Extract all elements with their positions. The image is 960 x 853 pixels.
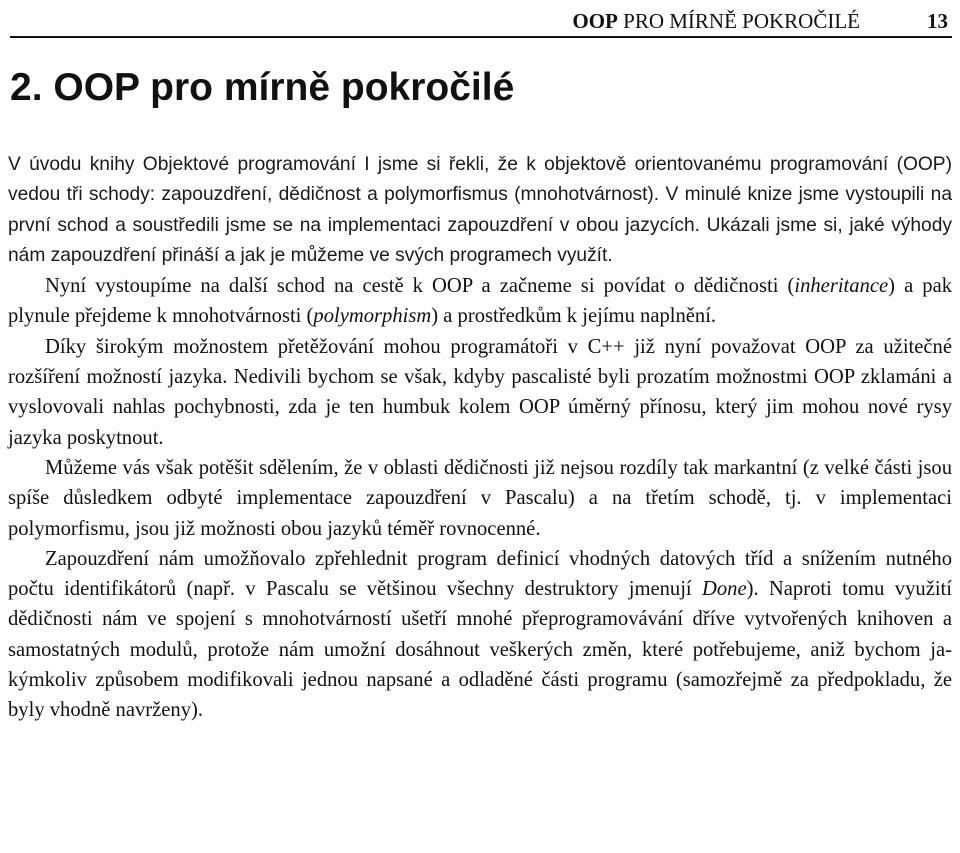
paragraph-5-text-b: ). Naproti tomu využití dědičnosti nám ve spojení s mnohotvárností ušetří mnohé přeprogramovávání dříve vytvořených knihoven a samostatných modulů, protože nám umožní dosáhnout veškerých změn, které potřebujeme, aniž bychom jakýmkoliv způsobem modifikovali jednou napsané a odladěné části programu (samozřejmě za předpokladu, že byly vhodně navrženy). [8,578,952,722]
page-number: 13 [927,9,948,33]
paragraph-2-text-c: ) a prostředkům k jejímu naplnění. [431,305,717,328]
paragraph-3 [8,332,952,453]
paragraph-intro-text: V úvodu knihy Objektové programování I jsme si řekli, že k objektově orientovanému programování (OOP) vedou tři schody: zapouzdření, dědičnost a polymorfismus (mnohotvárnost). V minulé knize jsme vystoupili na první schod a soustředili jsme se na implementaci zapouzdření v obou jazycích. Ukázali jsme si, jaké výhody nám zapouzdření přináší a jak je můžeme ve svých programech využít. [8,154,952,266]
paragraph-5 [8,544,952,726]
paragraph-4 [8,453,952,544]
paragraph-2-text-a: Nyní vystoupíme na další schod na cestě k OOP a začneme si povídat o dědičnosti ( [45,275,795,298]
paragraph-4-text: Můžeme vás však potěšit sdělením, že v oblasti dědičnosti již nejsou rozdíly tak markantní (z velké části jsou spíše důsledkem odbyté implementace zapouzdření v Pascalu) a na třetím schodě, tj. v implementaci polymorfismu, jsou již možnosti obou jazyků téměř rovnocenné. [8,456,952,540]
paragraph-5-text-a: Zapouzdření nám umožňovalo zpřehlednit program definicí vhodných datových tříd a snížením nutného počtu identifikátorů (např. v Pascalu se většinou všechny destruktory jmenují [8,547,952,601]
running-header-title [572,6,860,36]
paragraph-2 [8,271,952,332]
term-polymorphism: polymorphism [313,305,432,328]
chapter-title: 2. OOP pro mírně pokročilé [10,66,515,109]
paragraph-intro [8,150,952,271]
running-header [10,6,952,38]
paragraph-3-text: Díky širokým možnostem přetěžování mohou programátoři v C++ již nyní považovat OOP za užitečné rozšíření možností jazyka. Nedivili bychom se však, kdyby pascalisté byli prozatím možnostmi OOP zklamáni a vyslovovali nahlas pochybnosti, zda je ten humbuk kolem OOP úměrný přínosu, který jim mohou nové rysy jazyka poskytnout. [8,335,952,449]
term-done: Done [701,578,747,601]
term-inheritance: inheritance [794,275,889,298]
running-header-title-bold: OOP [572,9,618,33]
body-text [8,150,952,726]
running-header-title-rest: PRO MÍRNĚ POKROČILÉ [617,9,860,33]
paragraph-2-text-b: ) a pak plynule přejdeme k mnohotvárnosti ( [8,275,953,328]
